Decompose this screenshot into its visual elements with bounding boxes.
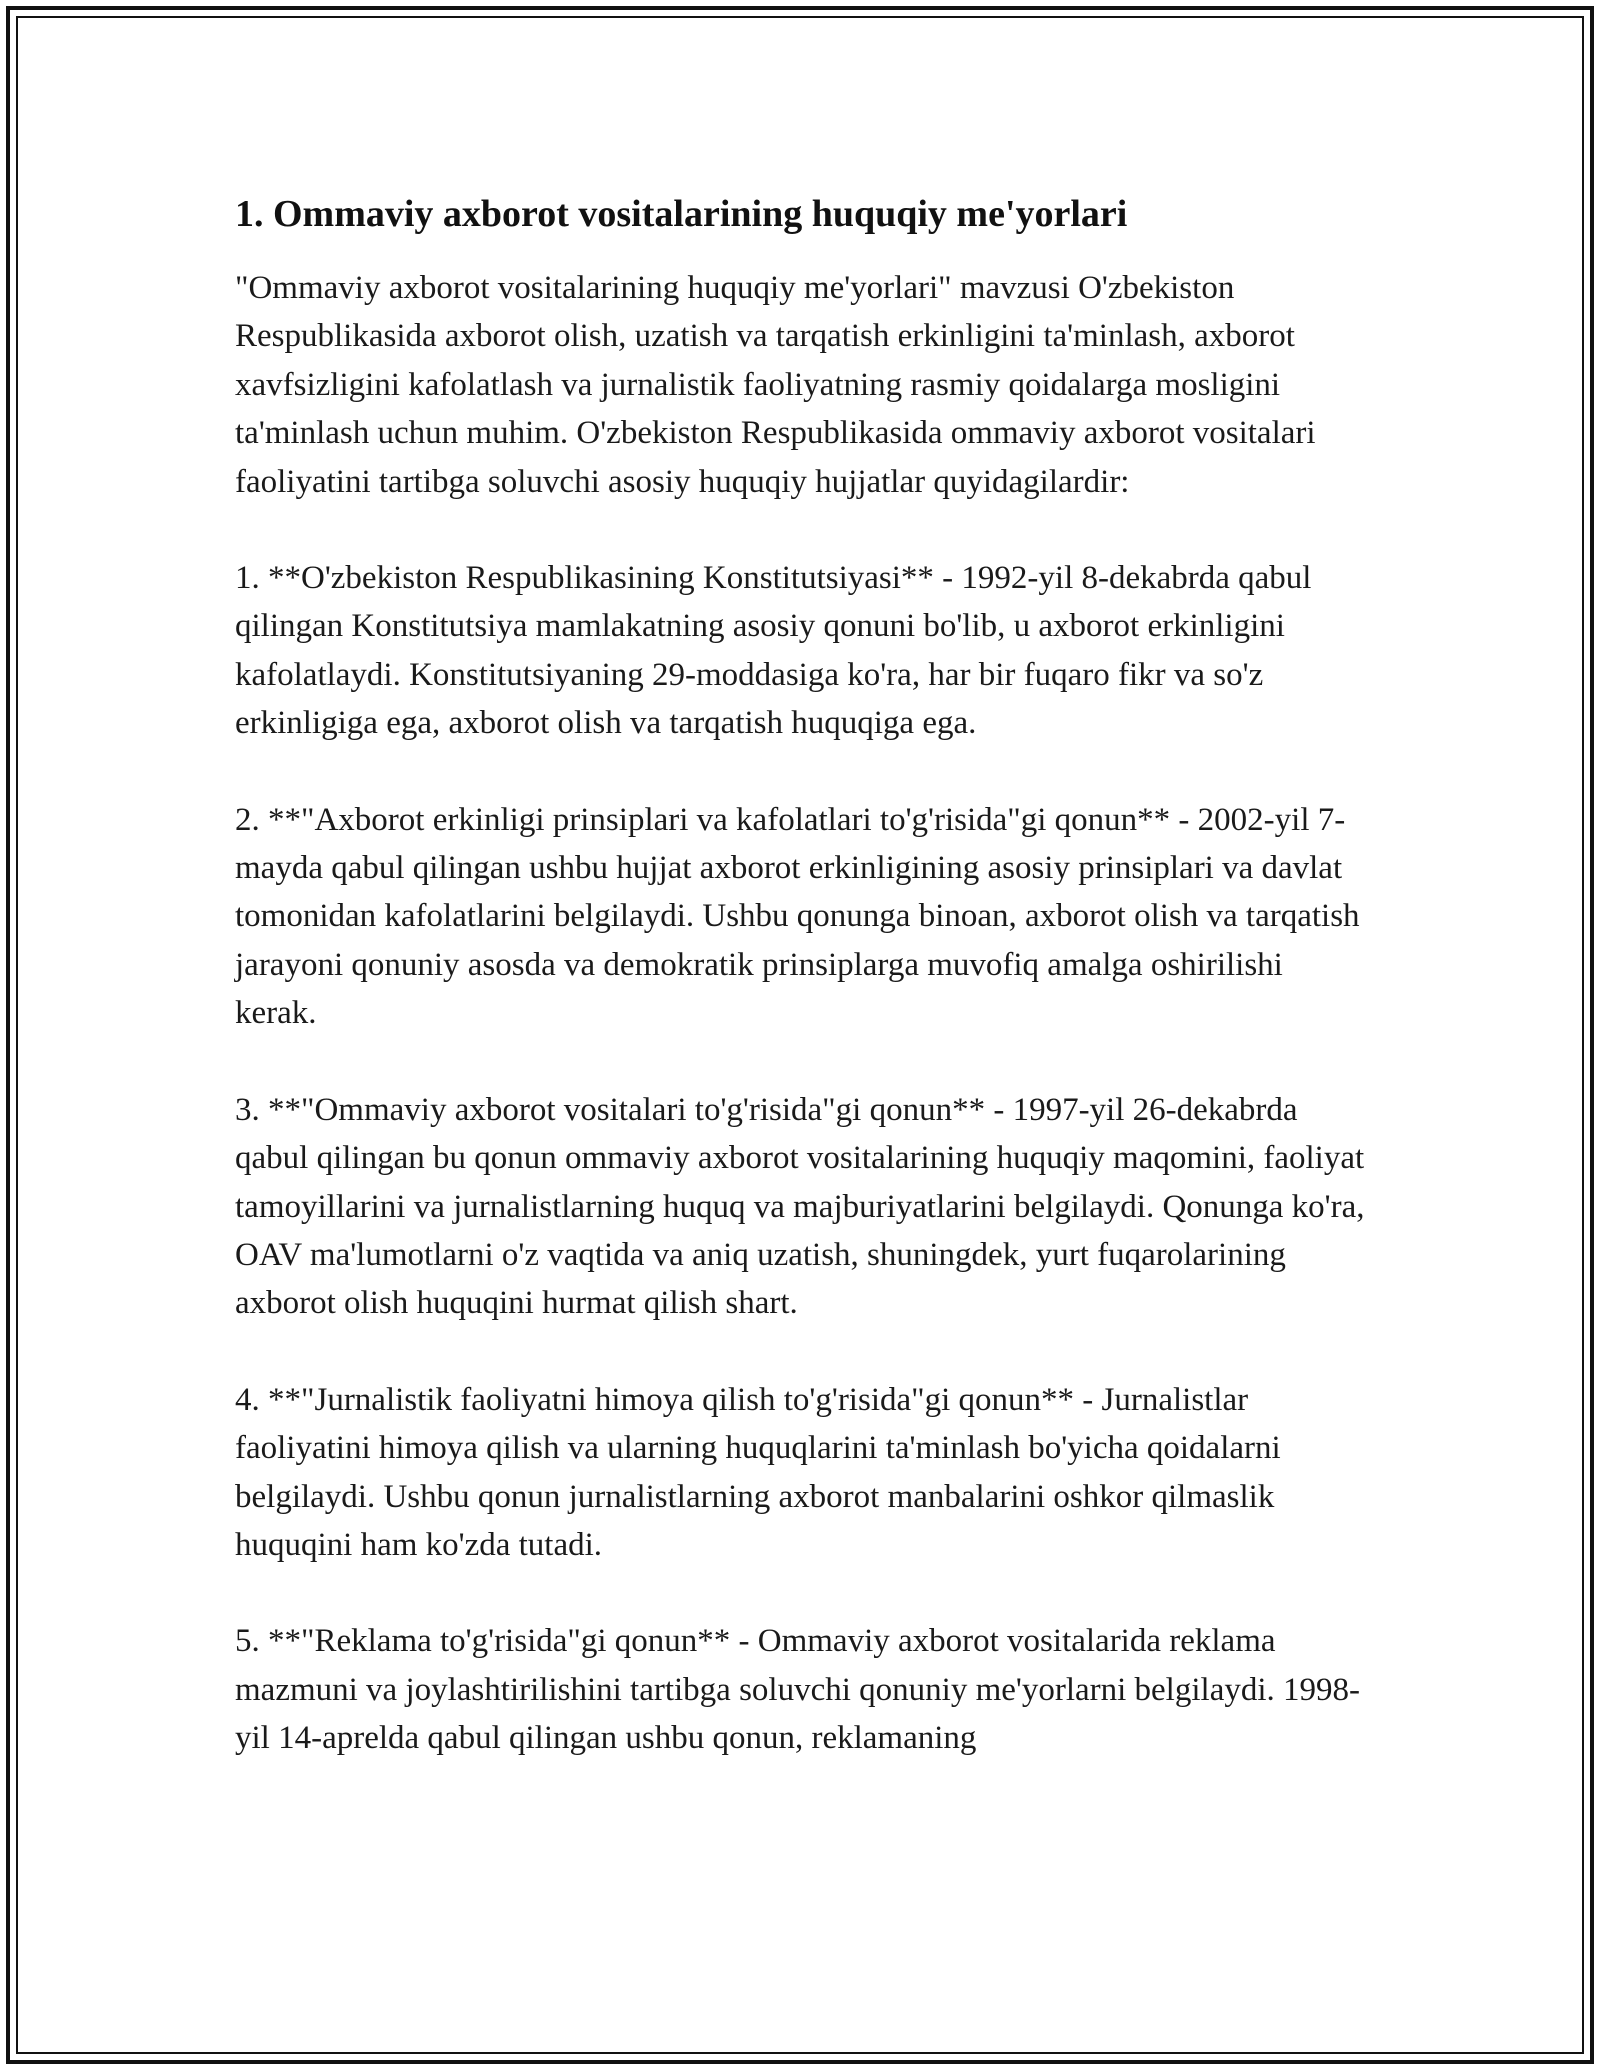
list-item-advertising-law: 5. **"Reklama to'g'risida"gi qonun** - Ommaviy axborot vositalarida reklama mazmuni va joylashtirilishini tartibga soluvchi qonuniy me'yorlarni belgilaydi. 1998-yil 14-aprelda qabul qilingan ushbu qonun, reklamaning — [235, 1623, 1360, 1757]
list-item-journalist-protection-law: 4. **"Jurnalistik faoliyatni himoya qilish to'g'risida"gi qonun** - Jurnalistlar faoliyatini himoya qilish va ularning huquqlarini ta'minlash bo'yicha qoidalarni belgilaydi. Ushbu qonun jurnalistlarning axborot manbalarini oshkor qilmaslik huquqini ham ko'zda tutadi. — [235, 1381, 1281, 1563]
list-item-freedom-of-information-law: 2. **"Axborot erkinligi prinsiplari va kafolatlari to'g'risida"gi qonun** - 2002-yil 7-mayda qabul qilingan ushbu hujjat axborot erkinligining asosiy prinsiplari va davlat tomonidan kafolatlarini belgilaydi. Ushbu qonunga binoan, axborot olish va tarqatish jarayoni qonuniy asosda va demokratik prinsiplarga muvofiq amalga oshirilishi kerak. — [235, 801, 1360, 1032]
list-item-mass-media-law: 3. **"Ommaviy axborot vositalari to'g'risida"gi qonun** - 1997-yil 26-dekabrda qabul qilingan bu qonun ommaviy axborot vositalarining huquqiy maqomini, faoliyat tamoyillarini va jurnalistlarning huquq va majburiyatlarini belgilaydi. Qonunga ko'ra, OAV ma'lumotlarni o'z vaqtida va aniq uzatish, shuningdek, yurt fuqarolarining axborot olish huquqini hurmat qilish shart. — [235, 1091, 1365, 1322]
intro-paragraph: "Ommaviy axborot vositalarining huquqiy me'yorlari" mavzusi O'zbekiston Respublikasida axborot olish, uzatish va tarqatish erkinligini ta'minlash, axborot xavfsizligini kafolatlash va jurnalistik faoliyatning rasmiy qoidalarga mosligini ta'minlash uchun muhim. O'zbekiston Respublikasida ommaviy axborot vositalari faoliyatini tartibga soluvchi asosiy huquqiy hujjatlar quyidagilardir: — [235, 270, 1316, 500]
document-title: 1. Ommaviy axborot vositalarining huquqiy me'yorlari — [235, 193, 1128, 235]
document-body — [235, 186, 1365, 1763]
list-item-constitution: 1. **O'zbekiston Respublikasining Konstitutsiyasi** - 1992-yil 8-dekabrda qabul qilingan Konstitutsiya mamlakatning asosiy qonuni bo'lib, u axborot erkinligini kafolatlaydi. Konstitutsiyaning 29-moddasiga ko'ra, har bir fuqaro fikr va so'z erkinligiga ega, axborot olish va tarqatish huquqiga ega. — [235, 560, 1312, 742]
